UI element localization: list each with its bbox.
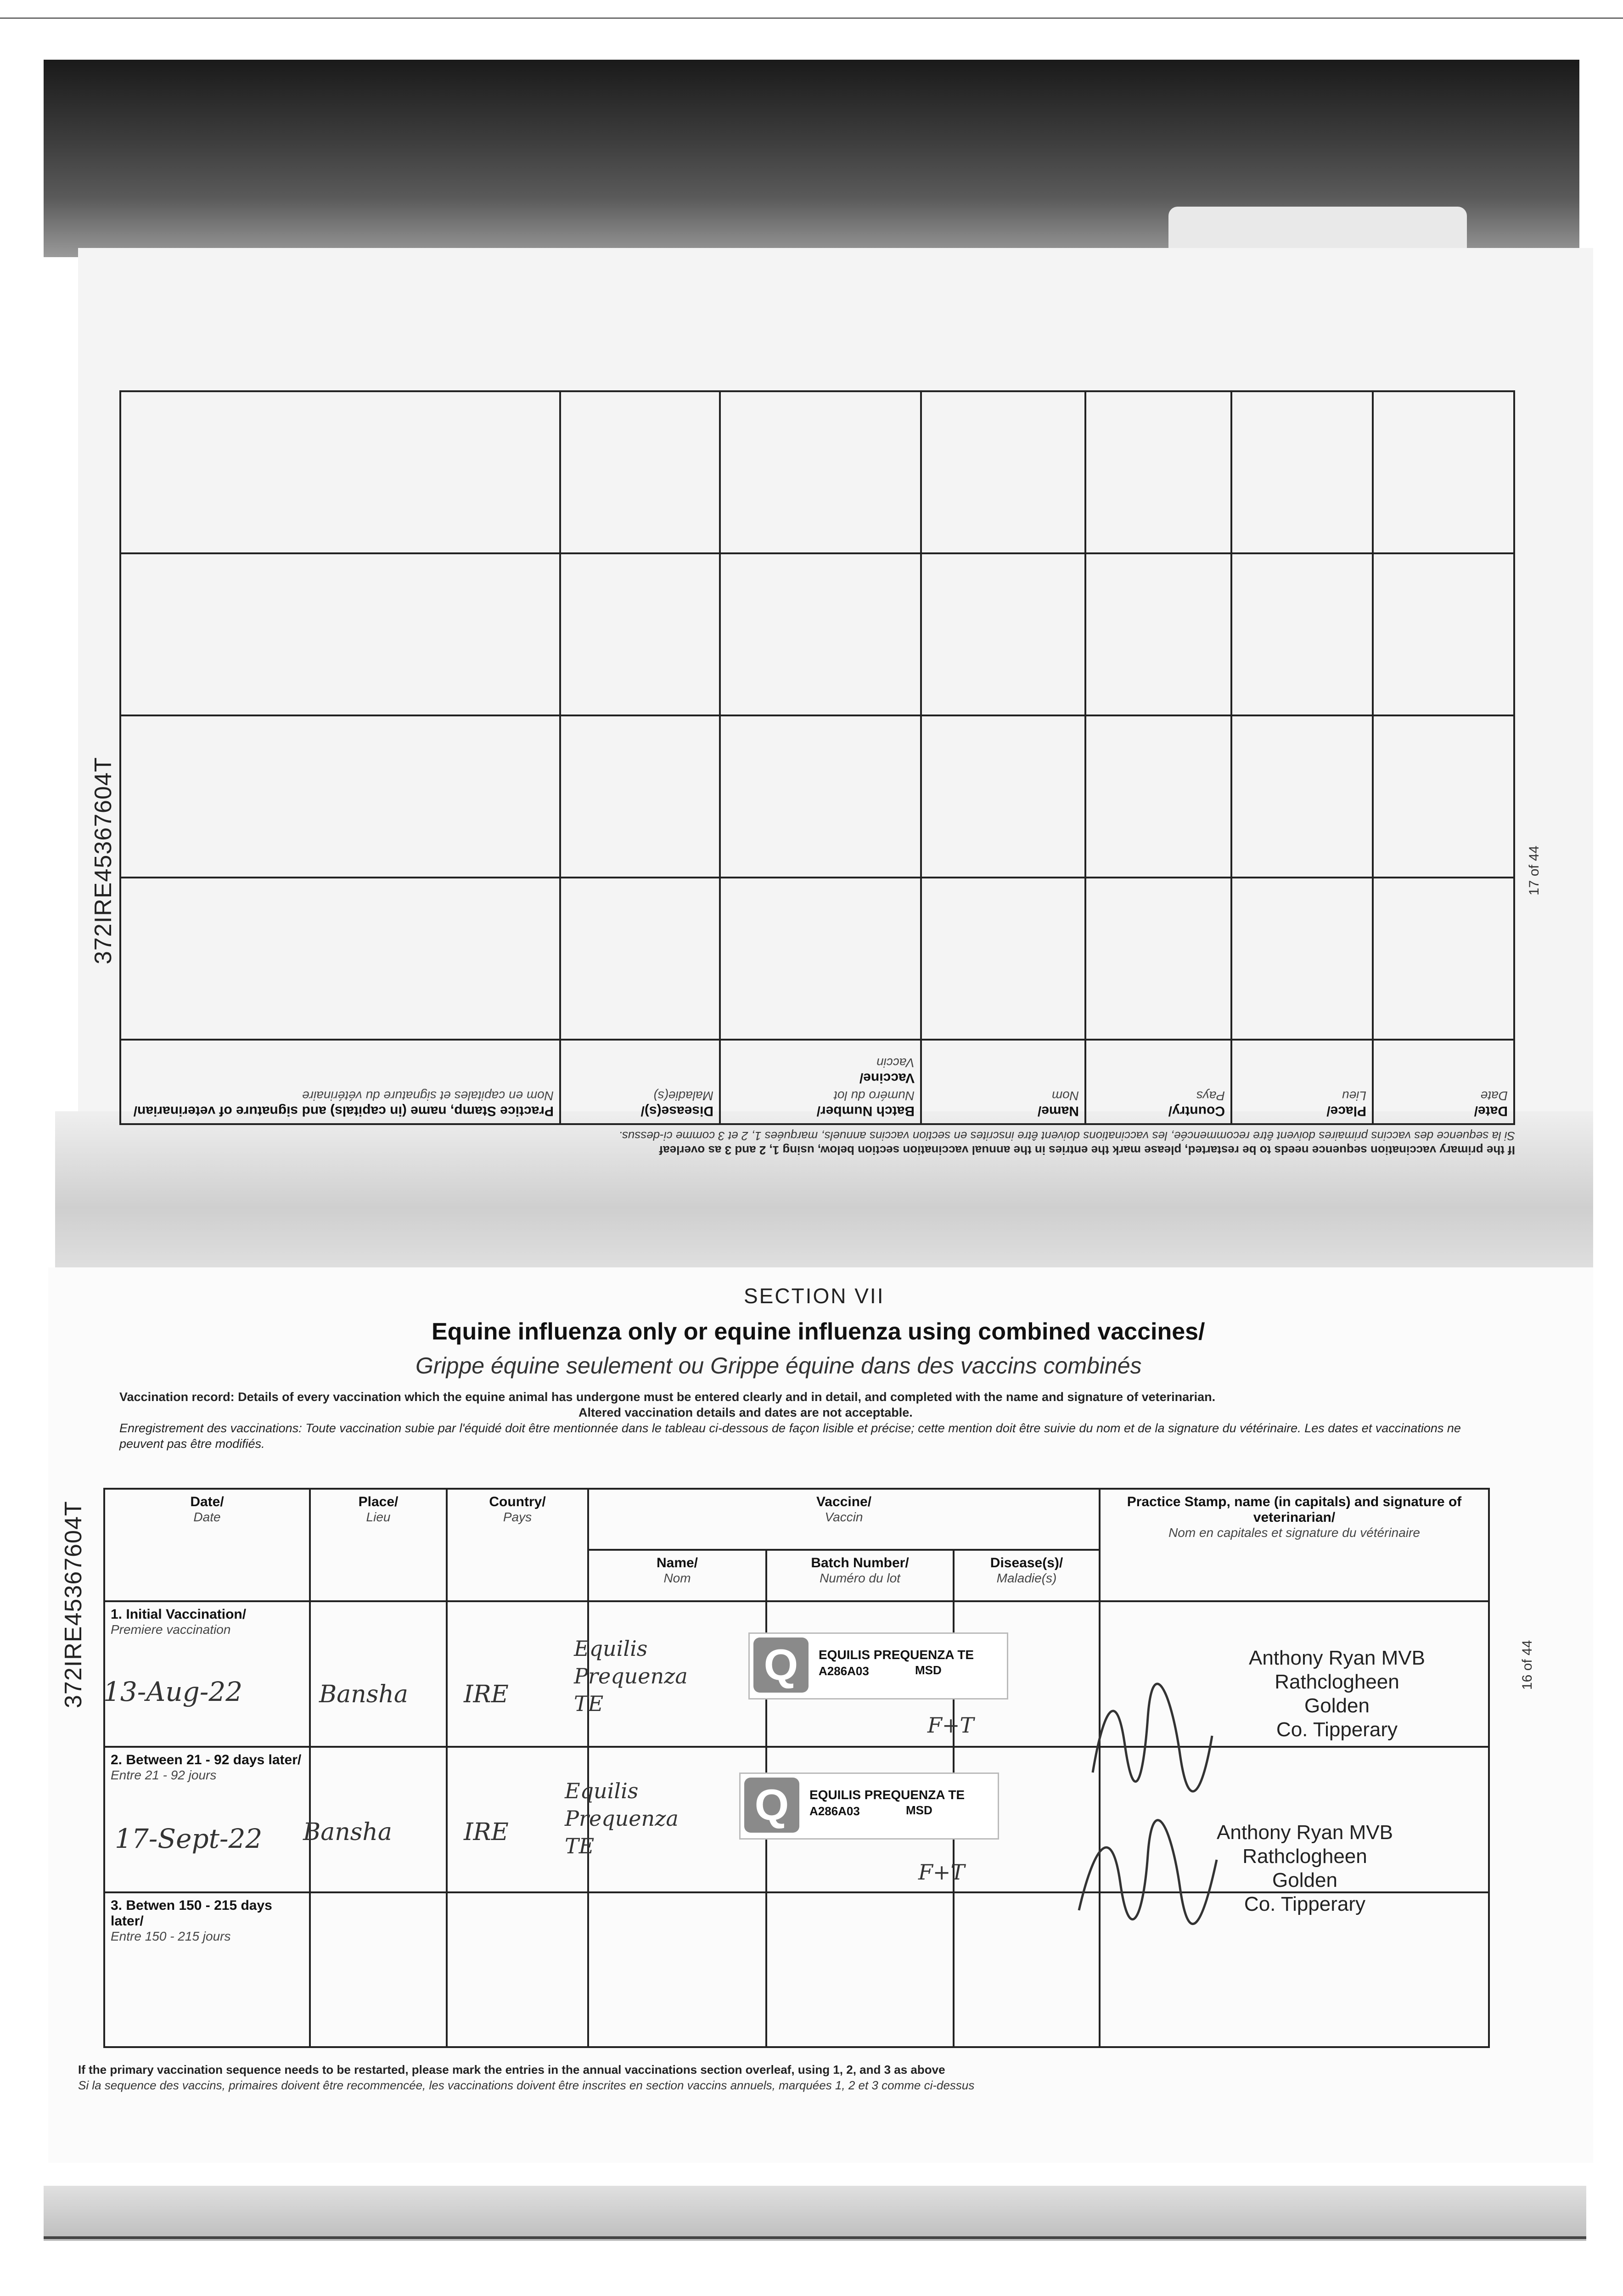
upper-col-date: Date/ Date bbox=[1373, 1040, 1514, 1124]
row2-place: Bansha bbox=[303, 1818, 392, 1846]
row-label-cell bbox=[104, 1892, 310, 2047]
intro-text bbox=[119, 1389, 1478, 1452]
intro-fr: Toute vaccination subie par l'équidé doit être mentionnée dans le tableau ci-dessous de façon lisible et précise; cette mention doit être suivie du nom et de la signature du vétérinaire. Les dates et vaccinations ne peuvent pas être modifiés. bbox=[119, 1421, 1461, 1451]
stamp-county: Co. Tipperary bbox=[1276, 1718, 1398, 1741]
sticker-batch-number: A286A03 bbox=[809, 1804, 860, 1818]
brand-logo: Q bbox=[753, 1638, 809, 1693]
row2-disease: F+T bbox=[918, 1860, 965, 1885]
footnote-fr: Si la sequence des vaccins, primaires doivent être recommencée, les vaccinations doivent être inscrites en section vaccins annuels, marquées 1, 2 et 3 comme ci-dessus bbox=[78, 2078, 975, 2092]
stamp-address-line: Rathclogheen bbox=[1242, 1845, 1367, 1868]
upper-table-row bbox=[120, 878, 1514, 1040]
upper-table-row bbox=[120, 715, 1514, 878]
stamp-address-line: Golden bbox=[1272, 1869, 1337, 1891]
row1-vaccine-name: Equilis Prequenza TE bbox=[574, 1636, 688, 1716]
upper-col-name: Name/ Nom bbox=[921, 1040, 1085, 1124]
col-vaccine: Vaccine/ Vaccin bbox=[588, 1489, 1100, 1550]
row2-vaccine-name: Equilis Prequenza TE bbox=[565, 1778, 679, 1858]
row1-batch-sticker bbox=[748, 1632, 1008, 1699]
upper-vaccination-table bbox=[119, 390, 1515, 1125]
section-title-fr: Grippe équine seulement ou Grippe équine dans des vaccins combinés bbox=[416, 1353, 1142, 1379]
intro-en-label: Vaccination record: bbox=[119, 1390, 235, 1404]
col-country: Country/ Pays bbox=[447, 1489, 588, 1601]
upper-col-disease: Disease(s)/ Maladie(s) bbox=[560, 1040, 720, 1124]
brand-logo: Q bbox=[744, 1778, 799, 1833]
sticker-vaccine-name: EQUILIS PREQUENZA TE bbox=[809, 1788, 965, 1802]
intro-en: Details of every vaccination which the equine animal has undergone must be entered clearly and in detail, and completed with the name and signature of veterinarian. bbox=[238, 1390, 1216, 1404]
row1-country: IRE bbox=[464, 1681, 509, 1708]
row-label-fr: Premiere vaccination bbox=[111, 1622, 231, 1637]
vaccination-record-table bbox=[103, 1488, 1490, 2048]
intro-en-2: Altered vaccination details and dates are not acceptable. bbox=[578, 1406, 913, 1419]
row-label-fr: Entre 21 - 92 jours bbox=[111, 1767, 217, 1782]
row-label: 2. Between 21 - 92 days later/ bbox=[111, 1752, 302, 1767]
row1-disease: F+T bbox=[927, 1713, 974, 1738]
row-label-fr: Entre 150 - 215 jours bbox=[111, 1929, 231, 1943]
col-batch: Batch Number/ Numéro du lot bbox=[766, 1550, 954, 1601]
row-label-cell bbox=[104, 1747, 310, 1892]
stamp-address-line: Golden bbox=[1304, 1694, 1370, 1717]
upper-header-note bbox=[138, 1129, 1515, 1157]
row-label: 1. Initial Vaccination/ bbox=[111, 1607, 247, 1622]
row2-signature bbox=[1065, 1805, 1221, 1942]
lower-document-id: 372IRE45367604T bbox=[60, 1501, 87, 1708]
intro-fr-label: Enregistrement des vaccinations: bbox=[119, 1421, 302, 1435]
row1-signature bbox=[1074, 1662, 1221, 1809]
row1-vet-stamp bbox=[1249, 1646, 1425, 1742]
row-label-cell bbox=[104, 1601, 310, 1747]
scan-bottom-line bbox=[44, 2236, 1586, 2239]
upper-document-id: 372IRE45367604T bbox=[90, 757, 117, 964]
stamp-address-line: Rathclogheen bbox=[1275, 1671, 1399, 1693]
col-stamp: Practice Stamp, name (in capitals) and signature of veterinarian/ Nom en capitales et signature du vétérinaire bbox=[1100, 1489, 1489, 1601]
upper-col-batch: Batch Number/ Numéro du lot Vaccine/ Vaccin bbox=[720, 1040, 921, 1124]
row2-batch-sticker bbox=[739, 1773, 999, 1840]
sticker-brand: MSD bbox=[906, 1803, 932, 1817]
col-place: Place/ Lieu bbox=[310, 1489, 447, 1601]
row1-date: 13-Aug-22 bbox=[103, 1676, 243, 1707]
scan-bottom-edge bbox=[44, 2186, 1586, 2241]
stamp-county: Co. Tipperary bbox=[1244, 1893, 1366, 1915]
sticker-brand: MSD bbox=[915, 1663, 942, 1677]
row2-country: IRE bbox=[464, 1818, 509, 1846]
footnote-en: If the primary vaccination sequence needs to be restarted, please mark the entries in the annual vaccinations section overleaf, using 1, 2, and 3 as above bbox=[78, 2063, 945, 2077]
upper-vaccination-table-region bbox=[110, 377, 1515, 1157]
upper-page-number: 17 of 44 bbox=[1527, 845, 1542, 895]
upper-table-row bbox=[120, 553, 1514, 715]
sticker-batch-number: A286A03 bbox=[819, 1664, 869, 1678]
row2-vet-stamp bbox=[1217, 1821, 1393, 1916]
col-disease: Disease(s)/ Maladie(s) bbox=[954, 1550, 1100, 1601]
col-date: Date/ Date bbox=[104, 1489, 310, 1601]
row1-place: Bansha bbox=[319, 1681, 408, 1708]
upper-note-en: If the primary vaccination sequence needs to be restarted, please mark the entries in the annual vaccination section below, using 1, 2 and 3 as overleaf bbox=[659, 1143, 1515, 1157]
scan-background bbox=[44, 60, 1579, 257]
section-heading: SECTION VII bbox=[744, 1284, 885, 1308]
lower-footnote bbox=[78, 2062, 1455, 2093]
row-label: 3. Betwen 150 - 215 days later/ bbox=[111, 1897, 272, 1929]
upper-note-fr: Si la sequence des vaccins primaires doivent être recommencée, les vaccinations doivent être inscrites en section vaccins annuels, marquées 1, 2 et 3 comme ci-dessus. bbox=[618, 1129, 1515, 1143]
lower-page-number: 16 of 44 bbox=[1520, 1640, 1535, 1690]
upper-col-stamp: Practice Stamp, name (in capitals) and signature of veterinarian/ Nom en capitales et signature du vétérinaire bbox=[120, 1040, 560, 1124]
row2-date: 17-Sept-22 bbox=[115, 1823, 263, 1854]
stamp-vet-name: Anthony Ryan MVB bbox=[1217, 1821, 1393, 1844]
col-name: Name/ Nom bbox=[588, 1550, 766, 1601]
upper-table-row bbox=[120, 391, 1514, 553]
section-title-en: Equine influenza only or equine influenza using combined vaccines/ bbox=[432, 1318, 1205, 1345]
scan-border bbox=[0, 17, 1623, 19]
upper-col-country: Country/ Pays bbox=[1085, 1040, 1231, 1124]
upper-col-place: Place/ Lieu bbox=[1231, 1040, 1373, 1124]
sticker-vaccine-name: EQUILIS PREQUENZA TE bbox=[819, 1648, 974, 1662]
stamp-vet-name: Anthony Ryan MVB bbox=[1249, 1647, 1425, 1669]
